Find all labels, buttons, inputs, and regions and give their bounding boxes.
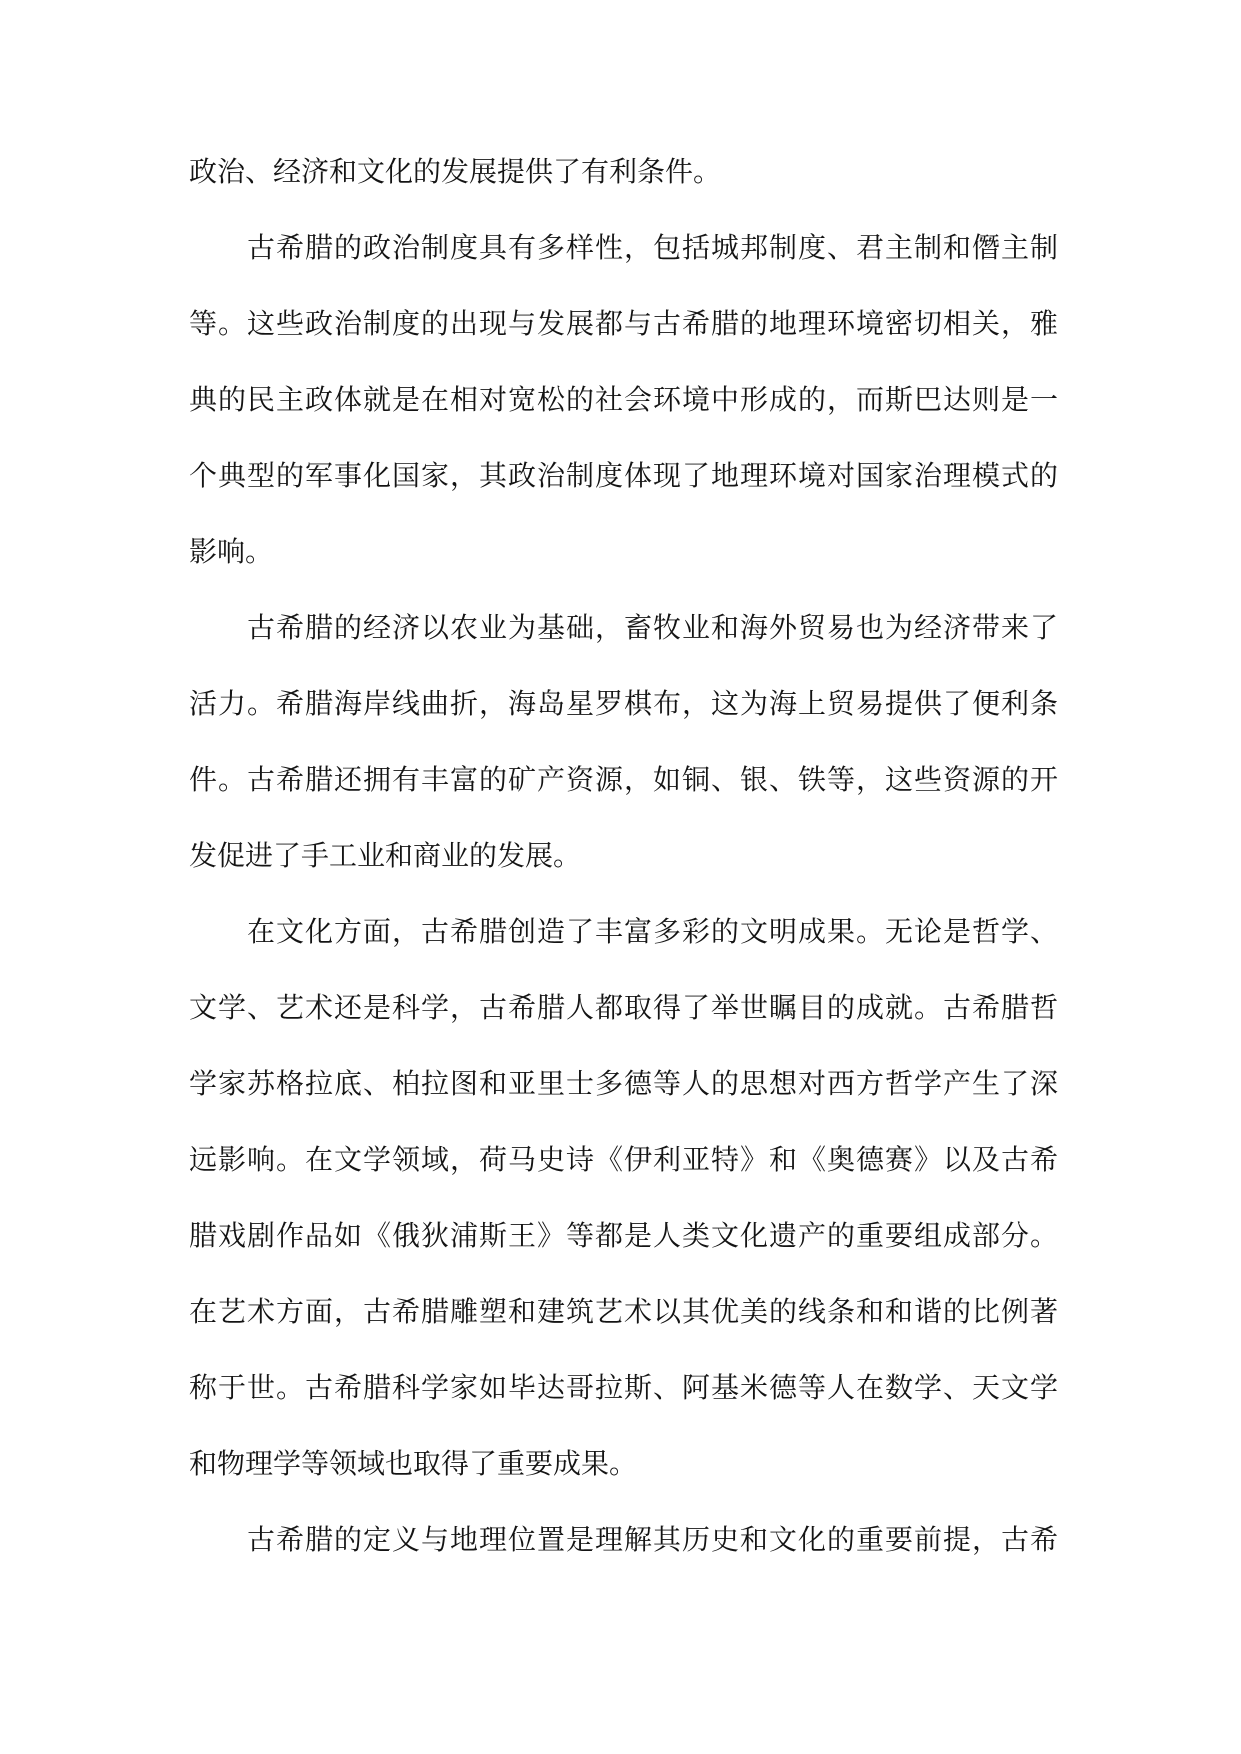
body-text [189,134,1058,1578]
paragraph-definition [189,1502,1058,1578]
text-line: 学家苏格拉底、柏拉图和亚里士多德等人的思想对西方哲学产生了深 [189,1067,1058,1100]
text-line: 和物理学等领域也取得了重要成果。 [189,1447,638,1480]
paragraph-politics [189,210,1058,590]
text-line: 称于世。古希腊科学家如毕达哥拉斯、阿基米德等人在数学、天文学 [189,1371,1058,1404]
text-line: 古希腊的政治制度具有多样性，包括城邦制度、君主制和僭主制 [247,231,1058,264]
text-line: 政治、经济和文化的发展提供了有利条件。 [189,155,722,188]
text-line: 活力。希腊海岸线曲折，海岛星罗棋布，这为海上贸易提供了便利条 [189,687,1058,720]
text-line: 古希腊的经济以农业为基础，畜牧业和海外贸易也为经济带来了 [247,611,1058,644]
text-line: 远影响。在文学领域，荷马史诗《伊利亚特》和《奥德赛》以及古希 [189,1143,1058,1176]
text-line: 件。古希腊还拥有丰富的矿产资源，如铜、银、铁等，这些资源的开 [189,763,1058,796]
text-line: 典的民主政体就是在相对宽松的社会环境中形成的，而斯巴达则是一 [189,383,1058,416]
paragraph-culture [189,894,1058,1502]
text-line: 个典型的军事化国家，其政治制度体现了地理环境对国家治理模式的 [189,459,1058,492]
text-line: 古希腊的定义与地理位置是理解其历史和文化的重要前提，古希 [247,1523,1058,1556]
text-line: 等。这些政治制度的出现与发展都与古希腊的地理环境密切相关，雅 [189,307,1058,340]
text-line: 腊戏剧作品如《俄狄浦斯王》等都是人类文化遗产的重要组成部分。 [189,1219,1058,1252]
text-line: 发促进了手工业和商业的发展。 [189,839,582,872]
text-line: 文学、艺术还是科学，古希腊人都取得了举世瞩目的成就。古希腊哲 [189,991,1058,1024]
text-line: 在艺术方面，古希腊雕塑和建筑艺术以其优美的线条和和谐的比例著 [189,1295,1058,1328]
paragraph-continuation [189,134,1058,210]
text-line: 在文化方面，古希腊创造了丰富多彩的文明成果。无论是哲学、 [247,915,1058,948]
text-line: 影响。 [189,535,274,568]
paragraph-economy [189,590,1058,894]
